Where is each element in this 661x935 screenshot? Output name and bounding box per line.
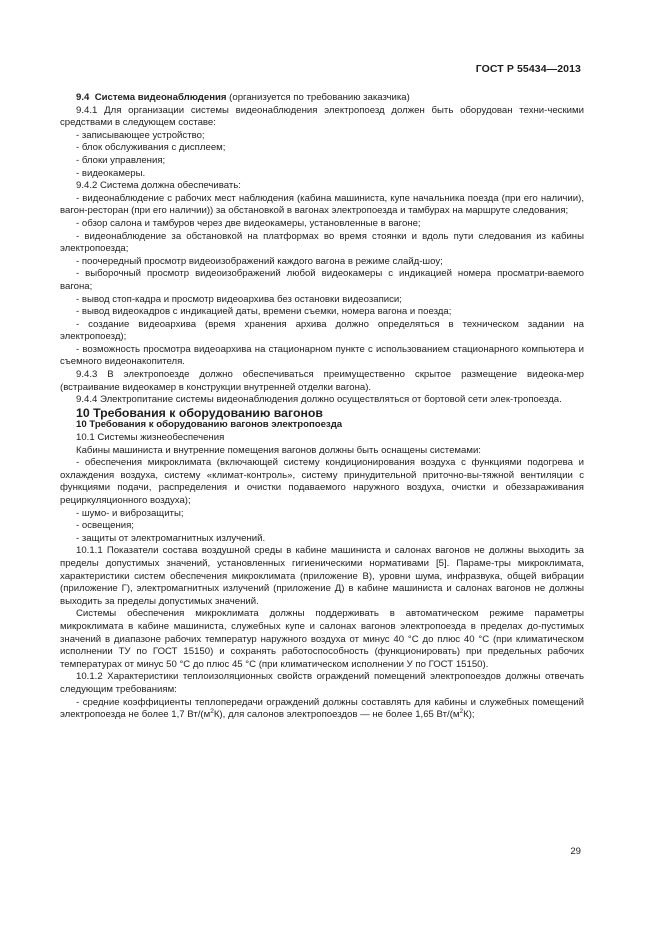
text-segment: К), для салонов электропоездов — не более 1,65 Вт/(м (213, 709, 460, 721)
paragraph-10-1-2: 10.1.2 Характеристики теплоизоляционных свойств ограждений помещений электропоездов должны отвечать следующим требованиям: (60, 671, 584, 695)
list-item: - вывод видеокадров с индикацией даты, времени съемки, номера вагона и поезда; (76, 306, 452, 318)
list-item: - видеокамеры. (76, 167, 146, 179)
paragraph-9-4-1: 9.4.1 Для организации системы видеонаблюдения электропоезд должен быть оборудован техни-ческими средствами в следующем составе: (60, 104, 584, 129)
list-item: - возможность просмотра видеоархива на стационарном пункте с использованием стационарного компьютера и съемного видеонакопителя. (60, 343, 584, 368)
section-9-4-title: Система видеонаблюдения (94, 92, 227, 103)
section-10-title: 10 Требования к оборудованию вагонов (76, 405, 323, 420)
list-item: - обеспечения микроклимата (включающей систему кондиционирования воздуха с функциями подогрева и охлаждения воздуха, систему «климат-контроль», систему принудительной приточно-вы-тяжной вентиляции с функциями подачи, распределения и очистки подаваемого наружного воздуха, очистки и обеззараживания рециркуляционного воздуха); (60, 457, 584, 506)
section-9-4-note: (организуется по требованию заказчика) (226, 92, 410, 103)
section-10-subtitle: 10 Требования к оборудованию вагонов электропоезда (76, 419, 343, 431)
paragraph-9-4-3: 9.4.3 В электропоезде должно обеспечиваться преимущественно скрытое размещение видеока-мер (встраивание видеокамер в конструкции внутренней отделки вагона). (60, 369, 584, 393)
superscript: 2 (459, 707, 464, 715)
list-item: - обзор салона и тамбуров через две видеокамеры, установленные в вагоне; (76, 217, 421, 229)
section-9-4-heading (60, 92, 584, 105)
standard-header: ГОСТ Р 55434—2013 (475, 63, 581, 75)
list-item: - блоки управления; (76, 154, 166, 166)
document-body (60, 92, 584, 722)
paragraph-intro: Кабины машиниста и внутренние помещения вагонов должны быть оснащены системами: (76, 444, 481, 456)
list-item: - блок обслуживания с дисплеем; (76, 142, 226, 154)
list-item: - освещения; (76, 520, 134, 532)
section-9-4-number: 9.4 (76, 92, 90, 103)
paragraph-9-4-2: 9.4.2 Система должна обеспечивать: (76, 180, 241, 192)
paragraph-microclimate-systems: Системы обеспечения микроклимата должны поддерживать в автоматическом режиме параметры микроклимата в кабине машиниста, служебных купе и салонах вагонов электропоезда в пределах до-пустимых значений в диапазоне рабочих температур наружного воздуха от минус 40 °С до плюс 40 °С (при климатическом исполнении ТУ по ГОСТ 15150) и сохранять работоспособность (функционировать) при предельных рабочих температурах от минус 50 °С до плюс 45 °С (при климатическом исполнении У по ГОСТ 15150). (60, 608, 584, 670)
list-item: - вывод стоп-кадра и просмотр видеоархива без остановки видеозаписи; (76, 293, 402, 305)
text-segment: К); (463, 709, 475, 721)
list-item: - записывающее устройство; (76, 129, 205, 141)
page-number: 29 (570, 846, 581, 857)
list-item: - шумо- и виброзащиты; (76, 507, 184, 519)
list-item: - видеонаблюдение с рабочих мест наблюдения (кабина машиниста, купе начальника поезда (при его наличии), вагон-ресторан (при его наличии)) за обстановкой в вагонах электропоезда и тамбурах на маршруте следования; (60, 192, 584, 217)
list-item: - создание видеоархива (время хранения архива должно определяться в техническом задании на электропоезд); (60, 318, 584, 343)
list-item-heat-transfer (60, 697, 584, 722)
paragraph-10-1-1: 10.1.1 Показатели состава воздушной среды в кабине машиниста и салонах вагонов не должны выходить за пределы допустимых значений, установленных гигиеническими нормативами [5]. Параме-тры микроклимата, характеристики систем обеспечения микроклимата (приложение В), уровни шума, инфразвука, общей вибрации (приложение Г), электромагнитных излучений (приложение Д) в кабине машиниста и салонах вагонов не должны выходить за пределы допустимых значений. (60, 545, 584, 607)
list-item: - защиты от электромагнитных излучений. (76, 532, 266, 544)
list-item: - выборочный просмотр видеоизображений любой видеокамеры с индикацией номера просматри-ваемого вагона; (60, 268, 584, 292)
superscript: 2 (210, 707, 214, 715)
text-segment: - средние коэффициенты теплопередачи ограждений должны составлять для кабины и служебных помещений электропоезда не более 1,7 Вт/(м (60, 696, 584, 721)
paragraph-9-4-4: 9.4.4 Электропитание системы видеонаблюдения должно осуществляться от бортовой сети элек-тропоезда. (76, 394, 562, 406)
list-item: - поочередный просмотр видеоизображений каждого вагона в режиме слайд-шоу; (76, 255, 443, 267)
paragraph-10-1: 10.1 Системы жизнеобеспечения (76, 432, 225, 444)
list-item: - видеонаблюдение за обстановкой на платформах во время стоянки и вдоль пути следования из кабины электропоезда; (60, 230, 584, 255)
